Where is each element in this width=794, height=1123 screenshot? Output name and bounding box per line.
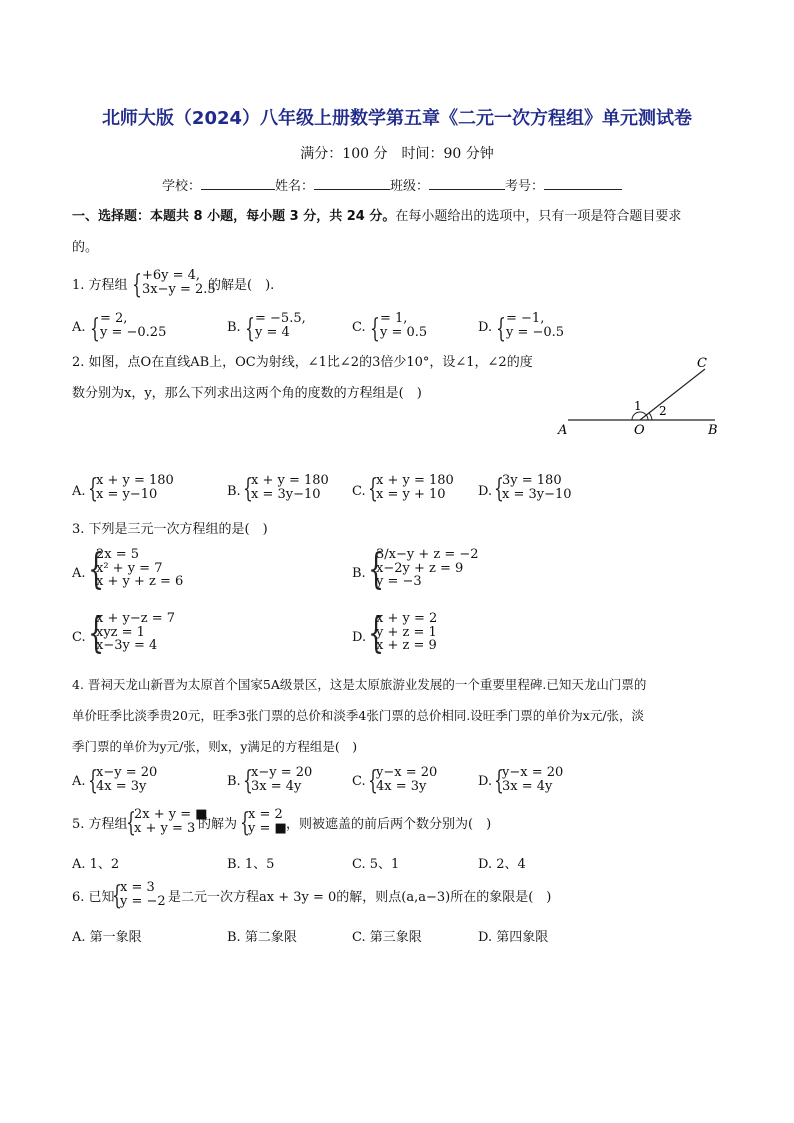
eq: = −5.5,	[255, 311, 306, 326]
q6-option-d[interactable]: D. 第四象限	[478, 930, 549, 945]
q1-system	[132, 268, 216, 300]
brace-icon: {	[90, 314, 100, 344]
eq: y−x = 20	[376, 765, 438, 780]
brace-icon: {	[494, 766, 504, 796]
brace-icon: {	[240, 808, 250, 838]
q4-stem-line3: 季门票的单价为y元/张，则x，y满足的方程组是( )	[72, 739, 358, 754]
eq: x + y = 180	[251, 473, 329, 488]
school-label: 学校：	[162, 179, 202, 194]
eq: x + y = 180	[96, 473, 174, 488]
q5-prefix: 5. 方程组	[72, 817, 128, 832]
q1-eq2: 3x−y = 2.5	[142, 281, 216, 297]
option-label: B.	[227, 320, 241, 335]
eq: y = −3	[376, 574, 422, 590]
eq: y = 4	[255, 324, 290, 340]
option-label: B.	[227, 774, 241, 789]
q5-sol2: y = ■	[248, 820, 287, 836]
q5-system	[126, 807, 208, 838]
q6-eq2: y = −2	[120, 893, 166, 909]
brace-icon: {	[88, 608, 105, 657]
eq: y = −0.25	[100, 324, 167, 340]
name-label: 姓名：	[275, 179, 315, 194]
option-label: C.	[72, 630, 86, 645]
q1-suffix: 的解是( ).	[208, 278, 275, 293]
eq: x + y = 2	[376, 611, 438, 626]
eq: = −1,	[506, 311, 545, 326]
option-label: A.	[72, 320, 86, 335]
point-o-label: O	[634, 423, 645, 438]
eq: = 2,	[100, 311, 128, 326]
q1-prefix: 1. 方程组	[72, 278, 128, 293]
brace-icon: {	[494, 474, 504, 504]
q2-stem-line1: 2. 如图，点O在直线AB上，OC为射线，∠1比∠2的3倍少10°，设∠1，∠2的度	[72, 355, 533, 370]
eq: x + z = 9	[376, 638, 437, 654]
eq: x−y = 20	[251, 765, 313, 780]
angle1-label: 1	[634, 399, 642, 413]
section-heading-bold: 一、选择题：本题共 8 小题，每小题 3 分，共 24 分。	[72, 209, 396, 224]
brace-icon: {	[243, 474, 253, 504]
q3-stem: 3. 下列是三元一次方程组的是( )	[72, 522, 268, 537]
name-blank	[314, 177, 390, 190]
q6-option-a[interactable]: A. 第一象限	[72, 930, 142, 945]
q6-prefix: 6. 已知	[72, 890, 115, 905]
eq: x−3y = 4	[96, 638, 158, 654]
eq: 3x = 4y	[502, 778, 553, 794]
q5-option-c[interactable]: C. 5、1	[352, 857, 400, 872]
q6-eq1: x = 3	[120, 880, 155, 895]
eq: x + y + z = 6	[96, 574, 184, 590]
eq: xyz = 1	[96, 624, 145, 640]
eq: 2x = 5	[96, 547, 140, 562]
page-title: 北师大版（2024）八年级上册数学第五章《二元一次方程组》单元测试卷	[101, 108, 693, 129]
option-label: C.	[352, 320, 366, 335]
brace-icon: {	[245, 314, 255, 344]
eq: y + z = 1	[376, 624, 437, 640]
option-label: C.	[352, 484, 366, 499]
section-heading-rest: 在每小题给出的选项中，只有一项是符合题目要求	[395, 209, 682, 224]
brace-icon: {	[368, 766, 378, 796]
brace-icon: {	[368, 474, 378, 504]
option-label: D.	[478, 320, 493, 335]
eq: 3y = 180	[502, 473, 562, 488]
eq: x = 3y−10	[502, 486, 572, 502]
eq: x = 3y−10	[251, 486, 321, 502]
point-b-label: B	[708, 423, 718, 438]
q6-option-c[interactable]: C. 第三象限	[352, 930, 422, 945]
q4-stem-line1: 4. 晋祠天龙山新晋为太原首个国家5A级景区，这是太原旅游业发展的一个重要里程碑.已知天龙山门票的	[72, 677, 647, 692]
option-label: A.	[72, 774, 86, 789]
q5-middle: 的解为	[198, 817, 238, 832]
q5-eq1: 2x + y = ■	[134, 807, 208, 822]
eq: y−x = 20	[502, 765, 564, 780]
eq: y = 0.5	[380, 324, 428, 340]
angle-figure	[550, 352, 730, 442]
eq: x−2y + z = 9	[376, 560, 464, 576]
eq: x = y + 10	[376, 486, 446, 502]
q5-option-b[interactable]: B. 1、5	[227, 857, 275, 872]
school-blank	[201, 177, 275, 190]
option-label: A.	[72, 484, 86, 499]
q5-solution	[240, 807, 287, 838]
q6-system	[112, 880, 166, 911]
q6-suffix: 是二元一次方程ax + 3y = 0的解，则点(a,a−3)所在的象限是( )	[168, 890, 552, 905]
option-label: D.	[352, 630, 367, 645]
eq: 3/x−y + z = −2	[376, 547, 479, 562]
eq: 4x = 3y	[96, 778, 147, 794]
q6-option-b[interactable]: B. 第二象限	[227, 930, 297, 945]
angle2-arc	[649, 413, 652, 420]
brace-icon: {	[112, 881, 122, 911]
q5-suffix: ，则被遮盖的前后两个数分别为( )	[286, 817, 492, 832]
brace-icon: {	[88, 474, 98, 504]
ray-oc	[640, 369, 705, 420]
class-label: 班级：	[390, 179, 430, 194]
brace-icon: {	[496, 314, 506, 344]
eq: 4x = 3y	[376, 778, 427, 794]
q5-eq2: x + y = 3	[134, 820, 196, 836]
option-label: D.	[478, 774, 493, 789]
option-label: C.	[352, 774, 366, 789]
number-blank	[544, 177, 622, 190]
brace-icon: {	[126, 808, 136, 838]
number-label: 考号：	[505, 179, 545, 194]
eq: x + y−z = 7	[96, 611, 176, 626]
eq: x² + y = 7	[96, 560, 163, 576]
brace-icon: {	[368, 608, 385, 657]
eq: x + y = 180	[376, 473, 454, 488]
section-heading	[72, 209, 681, 225]
eq: = 1,	[380, 311, 408, 326]
q5-option-a[interactable]: A. 1、2	[72, 857, 120, 872]
eq: x = y−10	[96, 486, 158, 502]
brace-icon: {	[132, 270, 142, 300]
q4-stem-line2: 单价旺季比淡季贵20元，旺季3张门票的总价和淡季4张门票的总价相同.设旺季门票的单价为x元/张，淡	[72, 708, 645, 723]
q1-eq1: +6y = 4,	[142, 268, 201, 283]
class-blank	[429, 177, 505, 190]
angle2-label: 2	[659, 404, 667, 418]
section-heading-line2: 的。	[72, 240, 99, 255]
option-label: D.	[478, 484, 493, 499]
point-a-label: A	[558, 423, 568, 438]
brace-icon: {	[368, 544, 385, 593]
exam-meta: 满分：100 分 时间：90 分钟	[300, 146, 494, 162]
eq: x−y = 20	[96, 765, 158, 780]
eq: y = −0.5	[506, 324, 565, 340]
brace-icon: {	[88, 766, 98, 796]
option-label: A.	[72, 566, 86, 581]
q5-sol1: x = 2	[248, 807, 283, 822]
brace-icon: {	[370, 314, 380, 344]
brace-icon: {	[243, 766, 253, 796]
option-label: B.	[227, 484, 241, 499]
brace-icon: {	[88, 544, 105, 593]
q2-stem-line2: 数分别为x，y，那么下列求出这两个角的度数的方程组是( )	[72, 386, 422, 401]
eq: 3x = 4y	[251, 778, 302, 794]
q5-option-d[interactable]: D. 2、4	[478, 857, 526, 872]
point-c-label: C	[697, 356, 707, 371]
info-line	[162, 177, 622, 195]
option-label: B.	[352, 566, 366, 581]
